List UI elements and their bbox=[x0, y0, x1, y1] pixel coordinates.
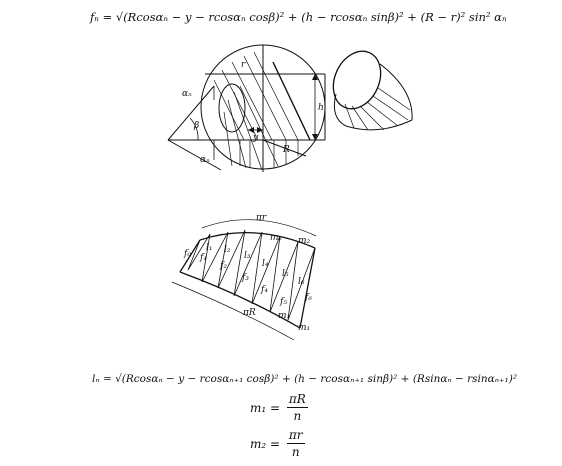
label-y: y bbox=[253, 133, 259, 143]
formula-l-n: lₙ = √(Rcosαₙ − y − rcosαₙ₊₁ cosβ)² + (h − rcosαₙ₊₁ sinβ)² + (Rsinαₙ − rsinαₙ₊₁)² bbox=[92, 373, 518, 385]
equation-m1 bbox=[250, 392, 308, 423]
label-l4: l₄ bbox=[262, 259, 269, 269]
dim-arc-pi-R bbox=[172, 282, 294, 340]
label-l6: l₆ bbox=[298, 277, 305, 287]
label-f1: f₁ bbox=[200, 253, 207, 263]
label-R: R bbox=[283, 145, 290, 155]
m2-fraction bbox=[287, 428, 305, 459]
m2-lhs: m₂ = bbox=[250, 436, 281, 451]
right-edge-dev bbox=[300, 248, 315, 328]
label-m1-inner: m₁ bbox=[278, 311, 291, 321]
m1-lhs: m₁ = bbox=[250, 400, 281, 415]
label-m2-right: m₂ bbox=[298, 236, 311, 246]
formula-f-n: fₙ = √(Rcosαₙ − y − rcosαₙ cosβ)² + (h − rcosαₙ sinβ)² + (R − r)² sin² αₙ bbox=[90, 10, 507, 24]
label-f0: f₀ bbox=[184, 249, 191, 259]
label-f3: f₃ bbox=[242, 273, 249, 283]
label-f5: f₅ bbox=[280, 297, 287, 307]
label-r: r bbox=[241, 60, 246, 70]
label-pi-R: πR bbox=[243, 308, 256, 318]
equation-m2 bbox=[250, 428, 305, 459]
label-f6: f₆ bbox=[305, 293, 312, 303]
m1-fraction bbox=[287, 392, 308, 423]
upper-opening-ellipse bbox=[219, 84, 245, 132]
m1-numerator: πR bbox=[288, 392, 306, 406]
label-h: h bbox=[318, 103, 324, 113]
label-l5: l₅ bbox=[282, 269, 289, 279]
projection-view bbox=[168, 45, 325, 172]
m2-denominator: n bbox=[291, 445, 300, 459]
label-beta: β bbox=[194, 121, 200, 131]
label-alpha-n-lower: αₙ bbox=[200, 155, 210, 165]
frustum-3d-view bbox=[324, 44, 412, 130]
label-pi-r: πr bbox=[256, 213, 267, 223]
label-alpha-n-upper: αₙ bbox=[182, 89, 192, 99]
m2-numerator: πr bbox=[288, 428, 303, 442]
label-f4: f₄ bbox=[261, 285, 268, 295]
label-l2: l₂ bbox=[224, 245, 231, 255]
label-f2: f₂ bbox=[220, 261, 227, 271]
label-m2-inner: m₂ bbox=[270, 233, 283, 243]
label-l1: l₁ bbox=[206, 243, 213, 253]
label-l3: l₃ bbox=[244, 251, 251, 261]
label-m1-right: m₁ bbox=[298, 323, 311, 333]
m1-denominator: n bbox=[293, 409, 302, 423]
